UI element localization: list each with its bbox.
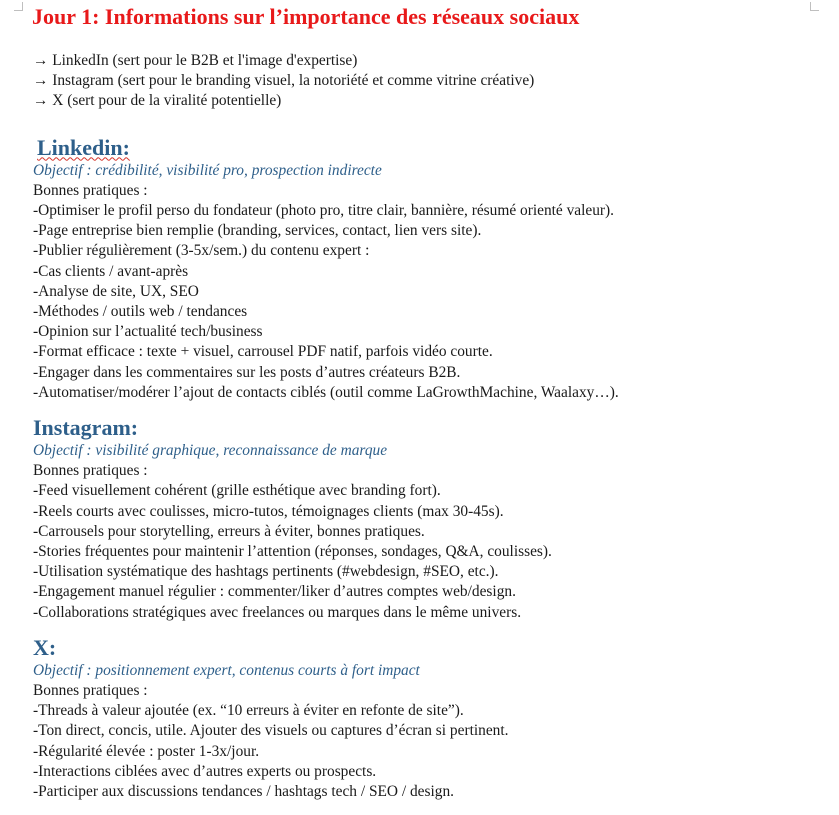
list-item: -Méthodes / outils web / tendances — [33, 303, 248, 321]
list-item: -Participer aux discussions tendances / hashtags tech / SEO / design. — [33, 783, 455, 801]
section-objective: Objectif : positionnement expert, contenus courts à fort impact — [33, 661, 420, 679]
section-objective: Objectif : crédibilité, visibilité pro, prospection indirecte — [33, 161, 382, 179]
section-heading-linkedin — [33, 134, 823, 161]
list-item: -Opinion sur l’actualité tech/business — [33, 323, 263, 341]
section-objective: Objectif : visibilité graphique, reconnaissance de marque — [33, 442, 388, 460]
section-subheading: Bonnes pratiques : — [33, 682, 148, 700]
list-item: -Format efficace : texte + visuel, carrousel PDF natif, parfois vidéo courte. — [33, 343, 493, 361]
section-subheading: Bonnes pratiques : — [33, 181, 148, 199]
section-heading-x: X: — [33, 634, 57, 660]
list-item: -Collaborations stratégiques avec freelances ou marques dans le même univers. — [33, 603, 522, 621]
list-item: -Stories fréquentes pour maintenir l’attention (réponses, sondages, Q&A, coulisses). — [33, 543, 552, 561]
list-item: -Feed visuellement cohérent (grille esthétique avec branding fort). — [33, 482, 441, 500]
list-item: -Utilisation systématique des hashtags pertinents (#webdesign, #SEO, etc.). — [33, 563, 499, 581]
list-item: -Interactions ciblées avec d’autres experts ou prospects. — [33, 762, 377, 780]
intro-line: → LinkedIn (sert pour le B2B et l'image d'expertise) — [33, 52, 358, 69]
list-item: -Carrousels pour storytelling, erreurs à éviter, bonnes pratiques. — [33, 522, 425, 540]
list-item: -Analyse de site, UX, SEO — [33, 282, 199, 300]
section-heading-text: Linkedin: — [37, 134, 130, 160]
list-item: -Automatiser/modérer l’ajout de contacts ciblés (outil comme LaGrowthMachine, Waalaxy…). — [33, 383, 619, 401]
list-item: -Threads à valeur ajoutée (ex. “10 erreurs à éviter en refonte de site”). — [33, 702, 464, 720]
section-x — [33, 634, 823, 802]
document-page — [33, 0, 823, 802]
list-item: -Optimiser le profil perso du fondateur (photo pro, titre clair, bannière, résumé orienté valeur). — [33, 202, 615, 220]
list-item: -Engager dans les commentaires sur les posts d’autres créateurs B2B. — [33, 363, 461, 381]
list-item: -Publier régulièrement (3-5x/sem.) du contenu expert : — [33, 242, 370, 260]
list-item: -Reels courts avec coulisses, micro-tutos, témoignages clients (max 30-45s). — [33, 502, 504, 520]
document-title: Jour 1: Informations sur l’importance des réseaux sociaux — [32, 4, 580, 29]
list-item: -Ton direct, concis, utile. Ajouter des visuels ou captures d’écran si pertinent. — [33, 722, 509, 740]
intro-line: → X (sert pour de la viralité potentielle) — [33, 92, 282, 110]
page-corner-mark-left — [14, 2, 23, 11]
intro-line: → Instagram (sert pour le branding visuel, la notoriété et comme vitrine créative) — [33, 72, 535, 90]
section-linkedin — [33, 134, 823, 403]
list-item: -Cas clients / avant-après — [33, 262, 189, 280]
intro-list — [33, 51, 823, 112]
list-item: -Engagement manuel régulier : commenter/liker d’autres comptes web/design. — [33, 583, 516, 601]
section-heading-instagram: Instagram: — [33, 415, 139, 441]
list-item: -Régularité élevée : poster 1-3x/jour. — [33, 742, 260, 760]
list-item: -Page entreprise bien remplie (branding, services, contact, lien vers site). — [33, 222, 482, 240]
section-instagram — [33, 414, 823, 623]
section-subheading: Bonnes pratiques : — [33, 462, 148, 480]
